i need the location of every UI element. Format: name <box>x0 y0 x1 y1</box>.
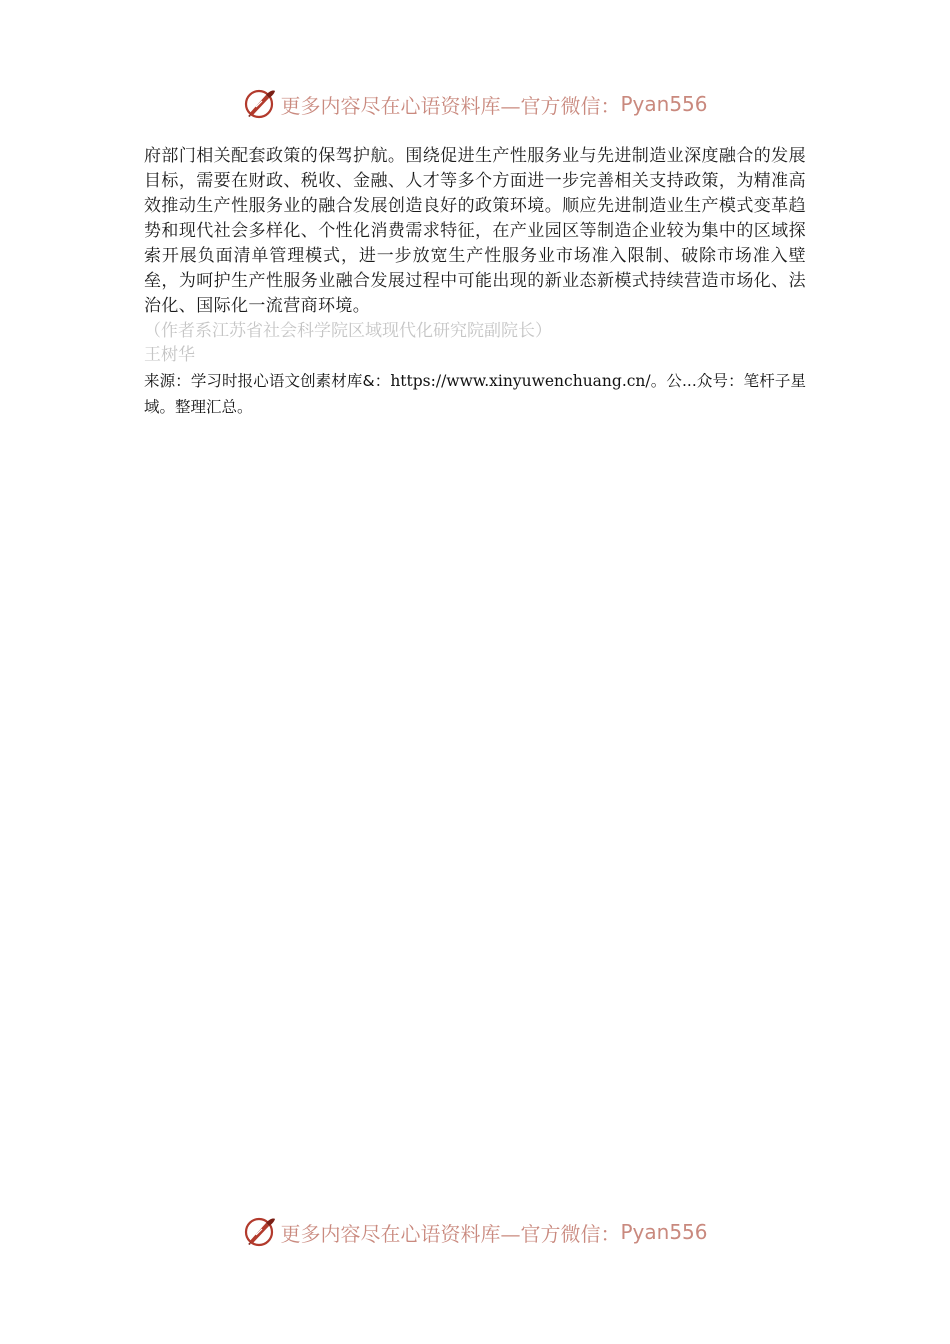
banner-wechat-id: Pyan556 <box>620 92 708 116</box>
source-prefix: 来源：学习时报心语文创素材库&： <box>144 372 391 390</box>
source-suffix: 。公...众号：笔杆子星域。整理汇总。 <box>144 372 806 416</box>
quill-pen-logo-icon <box>242 1215 276 1249</box>
article-body: 府部门相关配套政策的保驾护航。围绕促进生产性服务业与先进制造业深度融合的发展目标，需要在财政、税收、金融、人才等多个方面进一步完善相关支持政策，为精准高效推动生产性服务业的融合发展创造良好的政策环境。顺应先进制造业生产模式变革趋势和现代社会多样化、个性化消费需求特征，在产业园区等制造企业较为集中的区域探索开展负面清单管理模式，进一步放宽生产性服务业市场准入限制、破除市场准入壁垒，为呵护生产性服务业融合发展过程中可能出现的新业态新模式持续营造市场化、法治化、国际化一流营商环境。 <box>144 146 806 316</box>
author-note: （作者系江苏省社会科学院区域现代化研究院副院长） <box>144 321 552 341</box>
footer-banner <box>0 1210 950 1254</box>
banner-text: 更多内容尽在心语资料库—官方微信： <box>280 93 621 118</box>
source-line <box>144 368 806 420</box>
article-content <box>144 144 806 420</box>
author-name: 王树华 <box>144 345 195 365</box>
banner-text: 更多内容尽在心语资料库—官方微信： <box>280 1221 621 1246</box>
banner-wechat-id: Pyan556 <box>620 1220 708 1244</box>
quill-pen-logo-icon <box>242 87 276 121</box>
source-url-link[interactable]: https://www.xinyuwenchuang.cn/ <box>390 372 651 390</box>
header-banner <box>0 82 950 126</box>
